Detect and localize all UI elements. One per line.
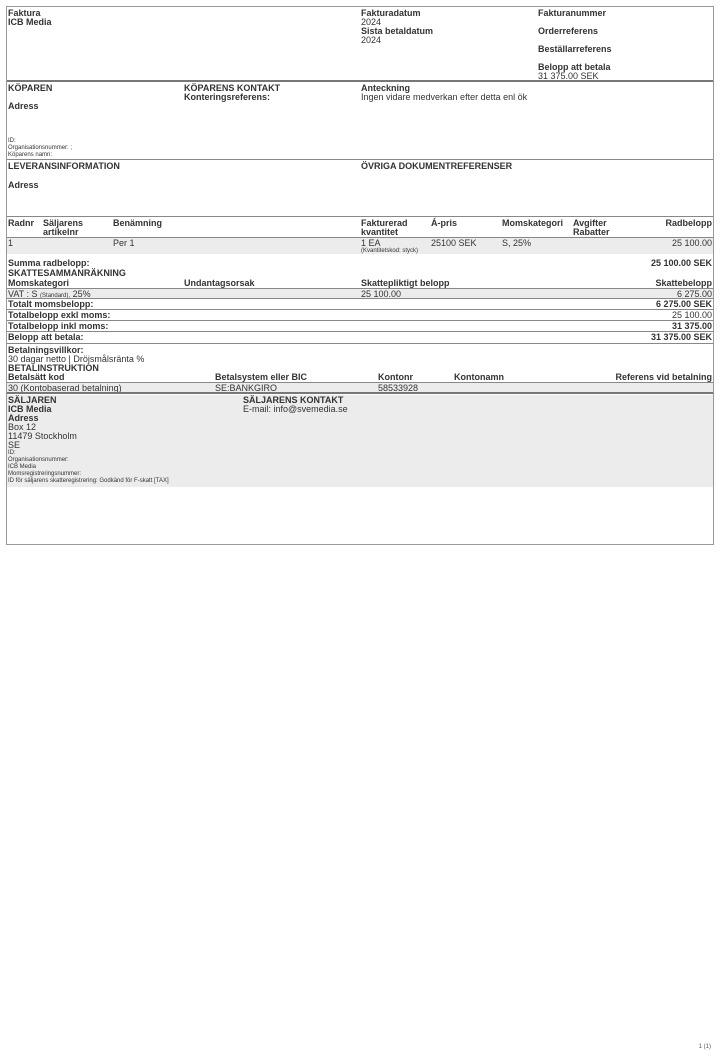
seller-org-value: ICB Media [8,464,37,470]
summa-radbelopp-value: 25 100.00 SEK [650,258,712,268]
pay-row-system: SE:BANKGIRO [215,383,278,393]
tax-col-skattepliktigt: Skattepliktigt belopp [361,278,450,288]
totalbelopp-inkl-value: 31 375.00 [671,321,712,331]
col-benamning: Benämning [113,218,163,228]
sista-betaldatum-value: 2024 [361,35,382,45]
col-radbelopp: Radbelopp [665,218,712,228]
seller-id-label: ID: [8,450,16,456]
seller-email[interactable]: E-mail: info@svemedia.se [243,404,348,414]
row-radnr: 1 [8,238,14,248]
tax-col-momskategori: Momskategori [8,278,70,288]
fakturadatum-label: Fakturadatum [361,8,421,18]
page-number: 1 (1) [698,1044,711,1050]
belopp-att-betala-value: 31 375.00 SEK [650,332,712,342]
seller-section-bg [7,395,713,487]
anteckning-label: Anteckning [361,83,411,93]
divider [7,159,713,160]
seller-ftax: ID för säljarens skatteregistrering: Godkänd för F-skatt [TAX] [8,478,169,484]
row-benamning: Per 1 [113,238,135,248]
totalbelopp-exkl-value: 25 100.00 [671,310,712,320]
divider [7,331,713,332]
fakturadatum-value: 2024 [361,17,382,27]
konteringsreferens-label: Konteringsreferens: [184,92,271,102]
seller-country: SE [8,440,21,450]
vat-rate: 25% [72,289,91,299]
sista-betaldatum-label: Sista betaldatum [361,26,434,36]
col-avgifter-rabatter: Avgifter Rabatter [573,218,610,238]
buyer-id-label: ID: [8,138,16,144]
koparen-label: KÖPAREN [8,83,53,93]
row-momskategori: S, 25% [502,238,532,248]
divider [7,298,713,299]
leveransinformation-label: LEVERANSINFORMATION [8,161,120,171]
row-kvantitet: 1 EA [361,238,381,248]
invoice-document [6,6,714,545]
row-kvantitetskod: (Kvantitetskod: styck) [361,248,419,254]
pay-col-referens: Referens vid betalning [615,372,712,382]
pay-col-kontonr: Kontonr [378,372,413,382]
tax-row-base: 25 100.00 [361,289,402,299]
divider [7,80,713,82]
fakturanummer-label: Fakturanummer [538,8,607,18]
ovriga-dokumentreferenser-label: ÖVRIGA DOKUMENTREFERENSER [361,161,513,171]
totalt-momsbelopp-label: Totalt momsbelopp: [8,299,94,309]
pay-col-kontonamn: Kontonamn [454,372,504,382]
betalningsvillkor-label: Betalningsvillkor: [8,345,84,355]
anteckning-text: Ingen vidare medverkan efter detta enl ök [361,92,528,102]
betalningsvillkor-value: 30 dagar netto | Dröjsmålsränta % [8,354,145,364]
seller-moms-label: Momsregistreringsnummer: [8,471,82,477]
divider [7,309,713,310]
buyer-adress-label: Adress [8,101,39,111]
saljarens-kontakt-label: SÄLJARENS KONTAKT [243,395,344,405]
skattesammanrakning-label: SKATTESAMMANRÄKNING [8,268,126,278]
col-apris: Á-pris [431,218,458,228]
pay-col-kod: Betalsätt kod [8,372,65,382]
delivery-adress-label: Adress [8,180,39,190]
seller-name: ICB Media [8,404,52,414]
divider [7,216,713,217]
row-radbelopp: 25 100.00 [671,238,712,248]
col-momskategori: Momskategori [502,218,564,228]
col-artikelnr: Säljarens artikelnr [43,218,84,238]
summa-radbelopp-label: Summa radbelopp: [8,258,90,268]
saljaren-label: SÄLJAREN [8,395,57,405]
orderreferens-label: Orderreferens [538,26,599,36]
totalt-momsbelopp-value: 6 275.00 SEK [655,299,712,309]
invoice-type: Faktura [8,8,41,18]
tax-row-bg [7,289,713,298]
tax-col-skattebelopp: Skattebelopp [655,278,712,288]
belopp-value: 31 375.00 SEK [538,71,599,81]
pay-row-kod: 30 (Kontobaserad betalning) [8,383,122,393]
col-kvantitet: Fakturerad kvantitet [361,218,408,238]
company-name: ICB Media [8,17,52,27]
seller-adress-label: Adress [8,413,39,423]
buyer-name-label: Köparens namn: [8,152,53,158]
belopp-label: Belopp att betala [538,62,611,72]
tax-row-amount: 6 275.00 [676,289,712,299]
koparens-kontakt-label: KÖPARENS KONTAKT [184,83,281,93]
seller-org-label: Organisationsnummer: [8,457,69,463]
row-apris: 25100 SEK [431,238,477,248]
bestallarreferens-label: Beställarreferens [538,44,612,54]
belopp-att-betala-label: Belopp att betala: [8,332,84,342]
seller-street: Box 12 [8,422,37,432]
tax-col-undantagsorsak: Undantagsorsak [184,278,255,288]
seller-city: 11479 Stockholm [8,431,77,441]
vat-code: VAT : S [8,289,38,299]
buyer-org-label: Organisationsnummer: ; [8,145,73,151]
divider [7,343,713,344]
col-radnr: Radnr [8,218,35,228]
divider [7,320,713,321]
pay-row-kontonr: 58533928 [378,383,419,393]
betalinstruktion-label: BETALINSTRUKTION [8,363,99,373]
vat-standard: (Standard), [40,293,71,299]
divider [7,392,713,394]
totalbelopp-exkl-label: Totalbelopp exkl moms: [8,310,111,320]
totalbelopp-inkl-label: Totalbelopp inkl moms: [8,321,109,331]
pay-col-system: Betalsystem eller BIC [215,372,308,382]
